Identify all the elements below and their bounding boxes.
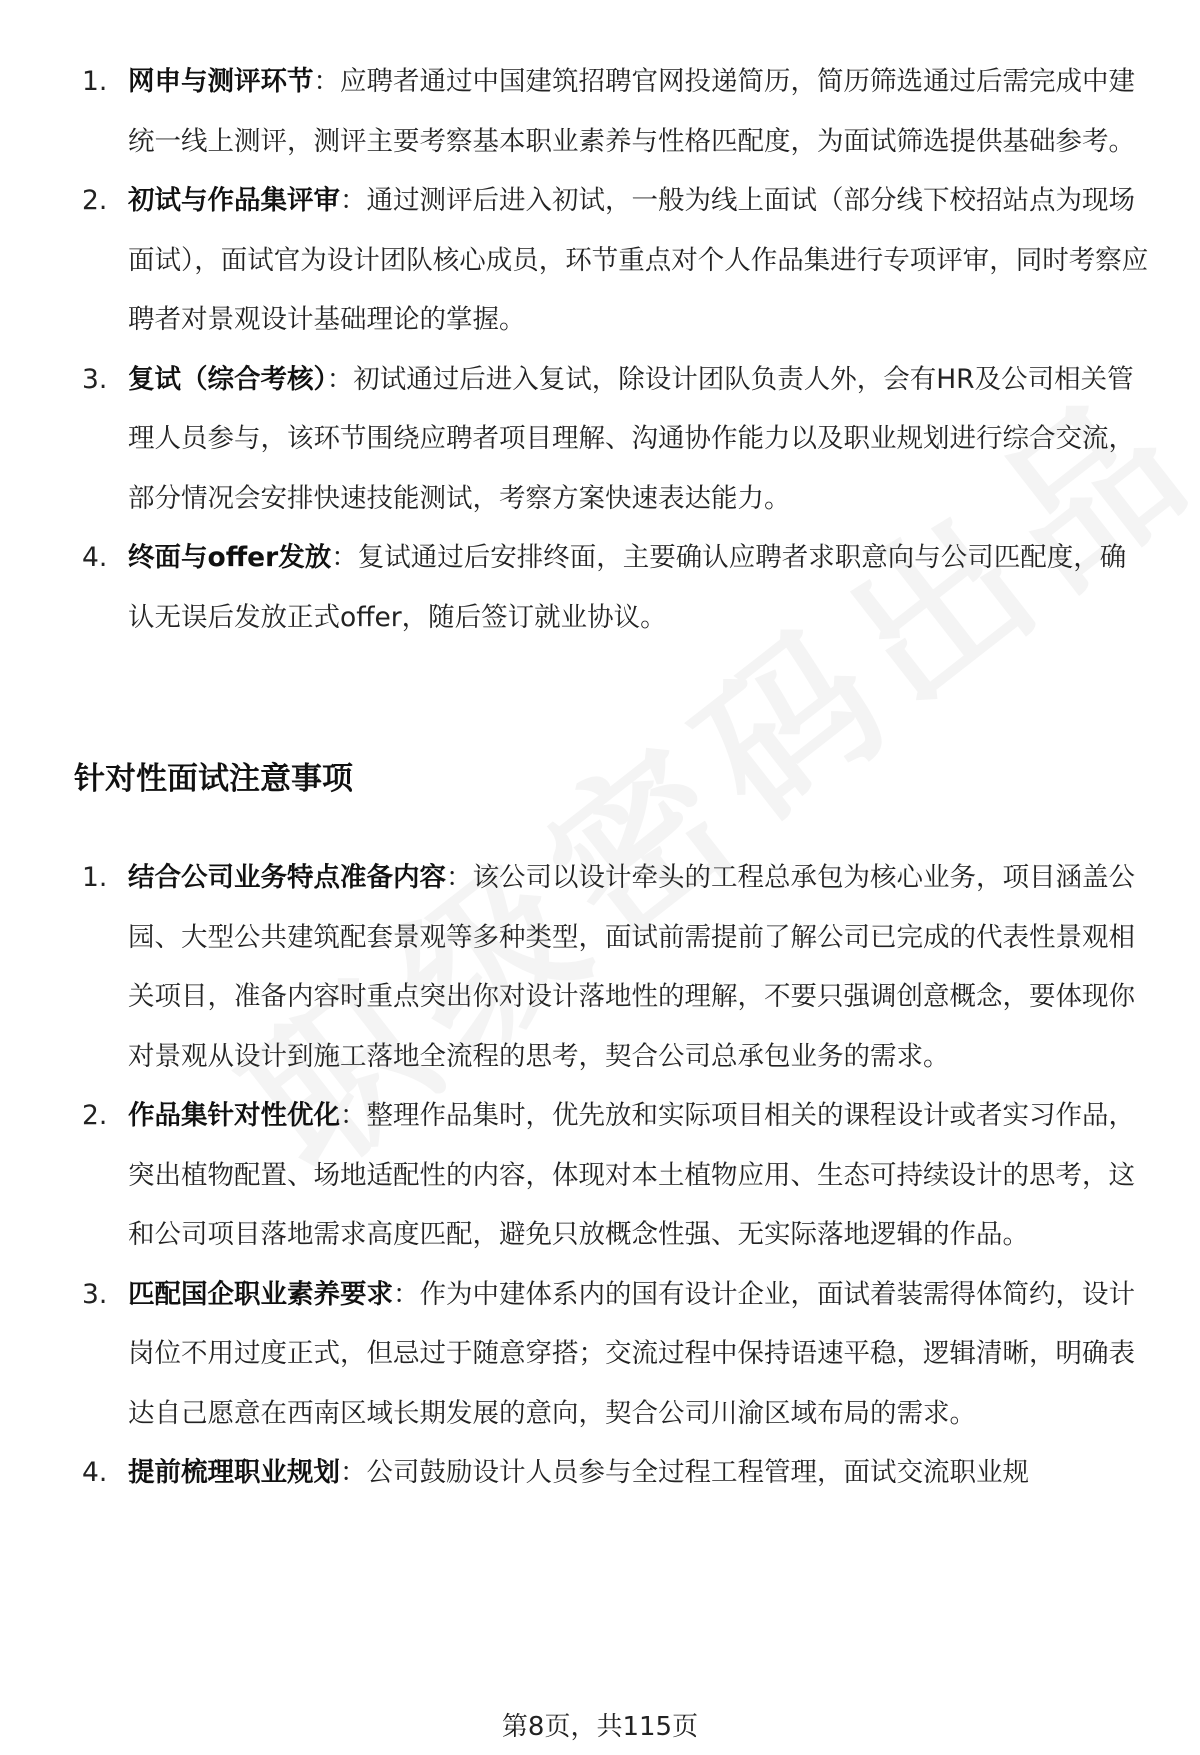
list-item [0, 1265, 1200, 1444]
section-heading: 针对性面试注意事项 [74, 761, 353, 797]
tips-list [0, 848, 1200, 1503]
list-text: ：通过测评后进入初试，一般为线上面试（部分线下校招站点为现场面试），面试官为设计团队核心成员，环节重点对个人作品集进行专项评审，同时考察应聘者对景观设计基础理论的掌握。 [128, 185, 1149, 335]
list-text: ：该公司以设计牵头的工程总承包为核心业务，项目涵盖公园、大型公共建筑配套景观等多种类型，面试前需提前了解公司已完成的代表性景观相关项目，准备内容时重点突出你对设计落地性的理解，不要只强调创意概念，要体现你对景观从设计到施工落地全流程的思考，契合公司总承包业务的需求。 [128, 862, 1135, 1072]
list-text: ：初试通过后进入复试，除设计团队负责人外，会有HR及公司相关管理人员参与，该环节围绕应聘者项目理解、沟通协作能力以及职业规划进行综合交流，部分情况会安排快速技能测试，考察方案快速表达能力。 [128, 363, 1135, 514]
list-text: ：公司鼓励设计人员参与全过程工程管理，面试交流职业规 [340, 1457, 1029, 1488]
list-number: 1. [82, 862, 108, 893]
list-term: 匹配国企职业素养要求 [128, 1278, 393, 1310]
list-number: 2. [82, 1100, 108, 1131]
list-text: ：应聘者通过中国建筑招聘官网投递简历，简历筛选通过后需完成中建统一线上测评，测评主要考察基本职业素养与性格匹配度，为面试筛选提供基础参考。 [128, 66, 1135, 157]
list-term: 复试（综合考核） [128, 363, 327, 395]
list-item [0, 528, 1200, 647]
list-text: ：作为中建体系内的国有设计企业，面试着装需得体简约，设计岗位不用过度正式，但忌过于随意穿搭；交流过程中保持语速平稳，逻辑清晰，明确表达自己愿意在西南区域长期发展的意向，契合公司川渝区域布局的需求。 [128, 1278, 1135, 1429]
list-term: 初试与作品集评审 [128, 185, 340, 216]
list-number: 3. [82, 1278, 108, 1310]
list-number: 1. [82, 66, 108, 97]
page-footer: 第8页，共115页 [501, 1712, 699, 1742]
list-term: 终面与offer发放 [128, 542, 332, 573]
list-item [0, 171, 1200, 350]
list-text: ：整理作品集时，优先放和实际项目相关的课程设计或者实习作品，突出植物配置、场地适配性的内容，体现对本土植物应用、生态可持续设计的思考，这和公司项目落地需求高度匹配，避免只放概念性强、无实际落地逻辑的作品。 [128, 1100, 1135, 1250]
list-term: 作品集针对性优化 [128, 1100, 340, 1131]
list-term: 网申与测评环节 [128, 66, 314, 97]
process-list [0, 52, 1200, 647]
list-number: 2. [82, 185, 108, 216]
list-number: 3. [82, 363, 108, 395]
list-item [0, 1443, 1200, 1503]
list-number: 4. [82, 1457, 108, 1488]
list-item [0, 52, 1200, 171]
list-item [0, 350, 1200, 529]
list-term: 结合公司业务特点准备内容 [128, 862, 446, 893]
list-text: ：复试通过后安排终面，主要确认应聘者求职意向与公司匹配度，确认无误后发放正式offer，随后签订就业协议。 [128, 542, 1127, 633]
list-item [0, 1086, 1200, 1265]
list-number: 4. [82, 542, 108, 573]
list-term: 提前梳理职业规划 [128, 1457, 340, 1488]
list-item [0, 848, 1200, 1086]
